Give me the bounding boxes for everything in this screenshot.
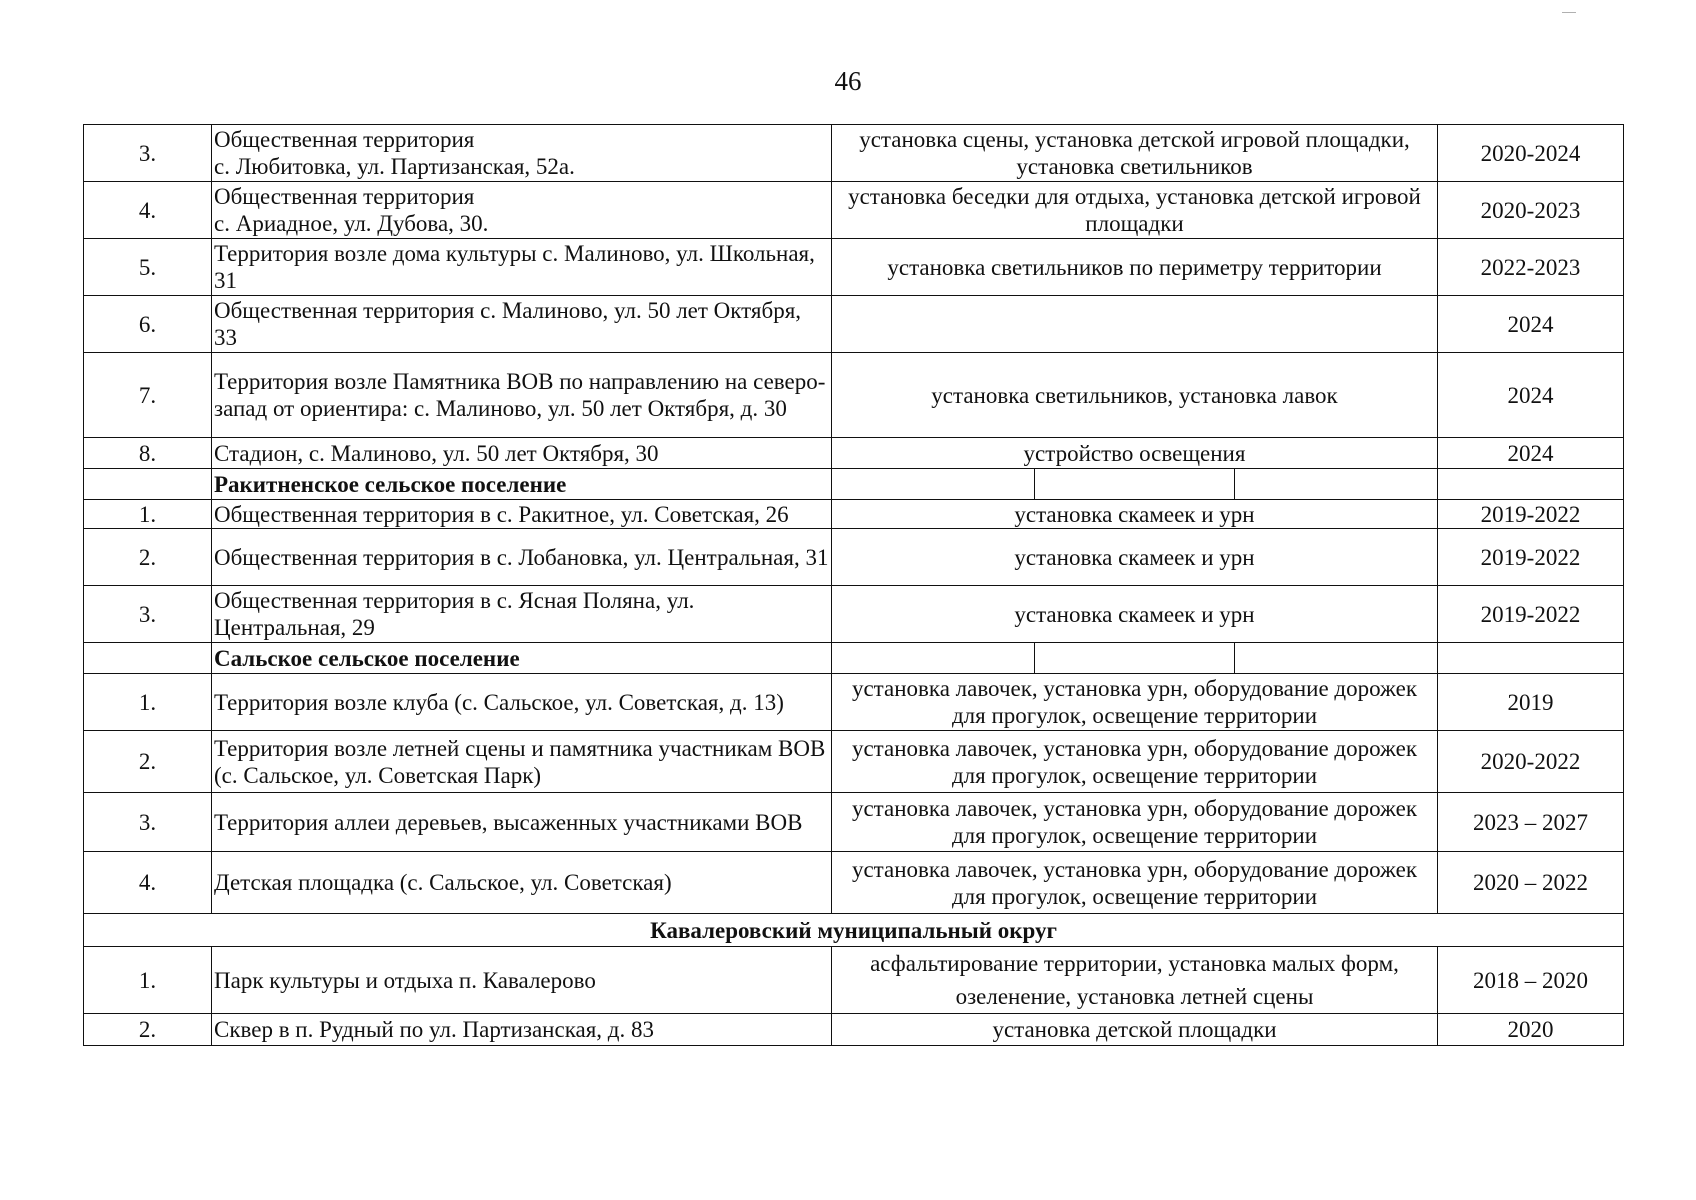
table-row — [84, 529, 1624, 586]
scan-mark — [1562, 12, 1576, 13]
row-number: 1. — [84, 674, 212, 731]
row-number: 2. — [84, 529, 212, 586]
implementation-period: 2020 – 2022 — [1438, 852, 1624, 914]
planned-works: устройство освещения — [832, 438, 1438, 469]
planned-works: установка детской площадки — [832, 1014, 1438, 1046]
planned-works: установка сцены, установка детской игровой площадки, установка светильников — [832, 125, 1438, 182]
empty-subcell — [834, 469, 1034, 499]
table-row — [84, 239, 1624, 296]
implementation-period: 2024 — [1438, 438, 1624, 469]
page-number: 46 — [834, 66, 862, 96]
territory-line: Общественная территория с. Любитовка, ул. Партизанская, 52а. — [214, 127, 575, 179]
territory-name: Стадион, с. Малиново, ул. 50 лет Октября, 30 — [212, 438, 832, 469]
row-number: 1. — [84, 500, 212, 529]
implementation-period: 2020-2022 — [1438, 731, 1624, 793]
row-number: 4. — [84, 852, 212, 914]
territory-name: Детская площадка (с. Сальское, ул. Советская) — [212, 852, 832, 914]
settlement-title: Сальское сельское поселение — [212, 643, 832, 674]
territory-name: Парк культуры и отдыха п. Кавалерово — [212, 947, 832, 1014]
empty-subcell — [1234, 469, 1435, 499]
row-number — [84, 469, 212, 500]
territory-name — [212, 125, 832, 182]
territory-name: Сквер в п. Рудный по ул. Партизанская, д. 83 — [212, 1014, 832, 1046]
row-number: 2. — [84, 731, 212, 793]
section-header-row — [84, 469, 1624, 500]
implementation-period: 2022-2023 — [1438, 239, 1624, 296]
territory-line: Общественная территория с. Ариадное, ул. Дубова, 30. — [214, 184, 489, 236]
settlement-title: Ракитненское сельское поселение — [212, 469, 832, 500]
table-row — [84, 793, 1624, 852]
implementation-period: 2019-2022 — [1438, 500, 1624, 529]
planned-works: установка скамеек и урн — [832, 529, 1438, 586]
row-number: 6. — [84, 296, 212, 353]
planned-works: установка скамеек и урн — [832, 586, 1438, 643]
row-number: 1. — [84, 947, 212, 1014]
row-number: 3. — [84, 793, 212, 852]
table-row — [84, 182, 1624, 239]
table-row — [84, 353, 1624, 438]
planned-works: установка лавочек, установка урн, оборудование дорожек для прогулок, освещение территории — [832, 793, 1438, 852]
planned-works: установка беседки для отдыха, установка детской игровой площадки — [832, 182, 1438, 239]
planned-works: установка скамеек и урн — [832, 500, 1438, 529]
territory-name: Общественная территория в с. Лобановка, ул. Центральная, 31 — [212, 529, 832, 586]
territory-name: Территория возле дома культуры с. Малиново, ул. Школьная, 31 — [212, 239, 832, 296]
territory-name — [212, 182, 832, 239]
territory-name: Общественная территория в с. Ясная Поляна, ул. Центральная, 29 — [212, 586, 832, 643]
table-row — [84, 1014, 1624, 1046]
empty-subcell — [1034, 469, 1235, 499]
row-number — [84, 643, 212, 674]
territory-name: Общественная территория в с. Ракитное, ул. Советская, 26 — [212, 500, 832, 529]
row-number: 7. — [84, 353, 212, 438]
district-header-row — [84, 914, 1624, 947]
table-row — [84, 125, 1624, 182]
implementation-period: 2019 — [1438, 674, 1624, 731]
territory-name: Территория возле Памятника ВОВ по направлению на северо-запад от ориентира: с. Малиново, ул. 50 лет Октября, д. 30 — [212, 353, 832, 438]
row-number: 4. — [84, 182, 212, 239]
territory-name: Территория аллеи деревьев, высаженных участниками ВОВ — [212, 793, 832, 852]
planned-works: установка лавочек, установка урн, оборудование дорожек для прогулок, освещение территории — [832, 852, 1438, 914]
section-header-row — [84, 643, 1624, 674]
implementation-period — [1438, 469, 1624, 500]
row-number: 2. — [84, 1014, 212, 1046]
planned-works — [832, 296, 1438, 353]
territory-name: Территория возле летней сцены и памятника участникам ВОВ (с. Сальское, ул. Советская Парк) — [212, 731, 832, 793]
table-row — [84, 852, 1624, 914]
implementation-period — [1438, 643, 1624, 674]
improvement-table — [83, 124, 1624, 1046]
empty-split-cell — [832, 469, 1438, 500]
implementation-period: 2020 — [1438, 1014, 1624, 1046]
implementation-period: 2023 – 2027 — [1438, 793, 1624, 852]
planned-works: установка лавочек, установка урн, оборудование дорожек для прогулок, освещение территории — [832, 731, 1438, 793]
planned-works: установка светильников, установка лавок — [832, 353, 1438, 438]
table-row — [84, 438, 1624, 469]
empty-subcell — [834, 643, 1034, 673]
empty-subcell — [1034, 643, 1235, 673]
implementation-period: 2019-2022 — [1438, 529, 1624, 586]
empty-subcell — [1234, 643, 1435, 673]
planned-works: установка светильников по периметру территории — [832, 239, 1438, 296]
row-number: 5. — [84, 239, 212, 296]
implementation-period: 2018 – 2020 — [1438, 947, 1624, 1014]
implementation-period: 2020-2023 — [1438, 182, 1624, 239]
table-row — [84, 296, 1624, 353]
planned-works: установка лавочек, установка урн, оборудование дорожек для прогулок, освещение территории — [832, 674, 1438, 731]
implementation-period: 2024 — [1438, 353, 1624, 438]
row-number: 8. — [84, 438, 212, 469]
implementation-period: 2019-2022 — [1438, 586, 1624, 643]
territory-name: Территория возле клуба (с. Сальское, ул. Советская, д. 13) — [212, 674, 832, 731]
table-row — [84, 947, 1624, 1014]
district-title: Кавалеровский муниципальный округ — [84, 914, 1624, 947]
table-row — [84, 586, 1624, 643]
empty-split-cell — [832, 643, 1438, 674]
planned-works: асфальтирование территории, установка малых форм, озеленение, установка летней сцены — [832, 947, 1438, 1014]
row-number: 3. — [84, 125, 212, 182]
table-row — [84, 674, 1624, 731]
implementation-period: 2024 — [1438, 296, 1624, 353]
table-row — [84, 500, 1624, 529]
implementation-period: 2020-2024 — [1438, 125, 1624, 182]
territory-name: Общественная территория с. Малиново, ул. 50 лет Октября, 33 — [212, 296, 832, 353]
row-number: 3. — [84, 586, 212, 643]
table-row — [84, 731, 1624, 793]
